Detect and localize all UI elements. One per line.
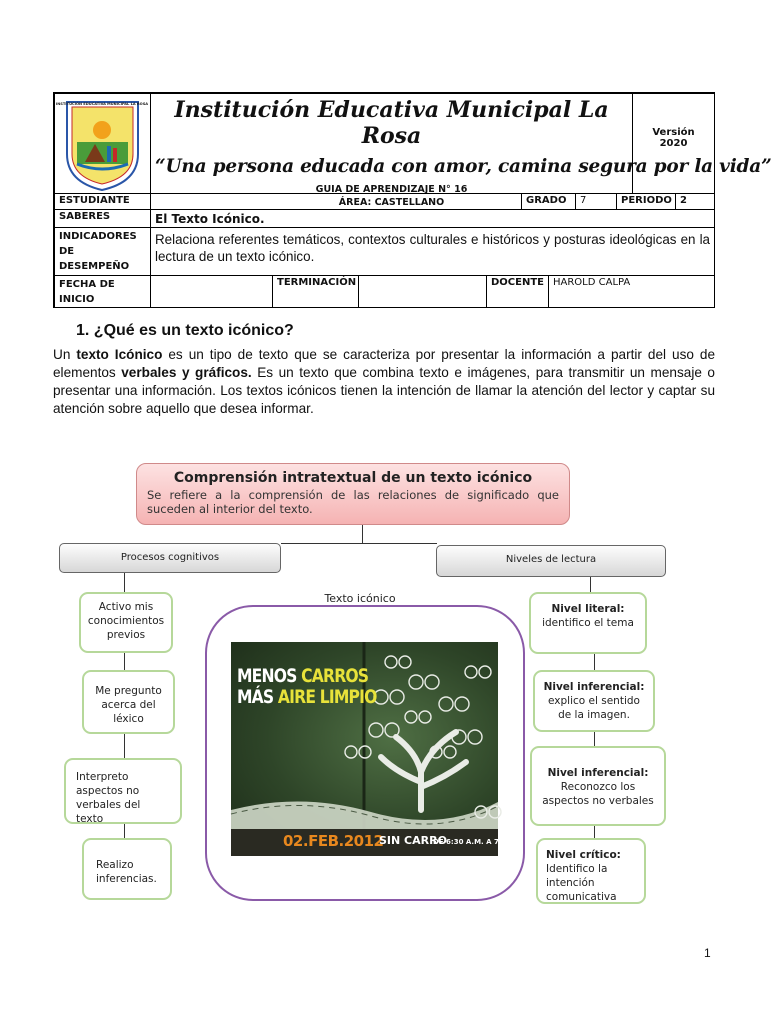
poster-line2-a: MÁS	[237, 686, 278, 708]
section-heading: 1. ¿Qué es un texto icónico?	[76, 322, 294, 339]
grado-value: 7	[575, 193, 617, 210]
fecha-inicio-label: FECHA DE INICIO	[54, 275, 151, 308]
connector-line	[362, 525, 363, 543]
right-header: Niveles de lectura	[436, 545, 666, 577]
left-header: Procesos cognitivos	[59, 543, 281, 573]
connector-line	[594, 653, 595, 671]
right-box-4	[536, 838, 646, 904]
paragraph-text: es un tipo de texto que se caracteriza por presentar la información a partir del uso de elementos	[53, 347, 716, 380]
periodo-value: 2	[675, 193, 715, 210]
left-box-3: Interpreto aspectos no verbales del texto	[64, 758, 182, 824]
poster-line2-b: AIRE LIMPIO	[277, 686, 377, 708]
texto-iconico-label: Texto icónico	[324, 592, 396, 605]
connector-line	[590, 577, 591, 592]
poster-image	[231, 642, 519, 856]
grado-label: GRADO	[521, 193, 576, 210]
paragraph-text: Es un texto que combina texto e imágenes, para transmitir un mensaje o presentar una información. Los textos icónicos tienen la intención de llamar la atención del lector y captar su atención sobre aquello que desea informar.	[53, 365, 715, 416]
right-box-text: Reconozco los aspectos no verbales	[542, 781, 654, 807]
institution-name: Institución Educativa Municipal La Rosa	[174, 97, 609, 149]
right-box-title: Nivel literal:	[551, 603, 625, 615]
diagram-title: Comprensión intratextual de un texto icónico	[173, 470, 533, 486]
connector-line	[594, 825, 595, 839]
connector-line	[124, 823, 125, 839]
right-box-title: Nivel crítico:	[546, 849, 621, 861]
left-box-4: Realizo inferencias.	[82, 838, 172, 900]
connector-line	[594, 731, 595, 747]
indicadores-value: Relaciona referentes temáticos, contextos culturales e históricos y posturas ideológicas en la lectura de un texto icónico.	[150, 227, 715, 276]
right-box-2	[533, 670, 655, 732]
paragraph-bold: texto Icónico	[76, 347, 163, 362]
diagram-title-box	[136, 463, 570, 525]
left-box-1: Activo mis conocimientos previos	[79, 592, 173, 653]
poster-line1-a: MENOS	[237, 665, 302, 687]
connector-line	[124, 651, 125, 671]
connector-line	[124, 733, 125, 759]
saberes-value: El Texto Icónico.	[150, 209, 715, 228]
saberes-label: SABERES	[54, 209, 151, 228]
right-box-1	[529, 592, 647, 654]
docente-label: DOCENTE	[486, 275, 549, 308]
version-label: Versión 2020	[632, 93, 715, 194]
right-box-title: Nivel inferencial:	[543, 681, 645, 693]
connector-line	[124, 571, 125, 593]
area-label: ÁREA: CASTELLANO	[338, 197, 445, 208]
paragraph-bold: verbales y gráficos.	[121, 365, 252, 380]
guide-number: GUIA DE APRENDIZAJE N° 16	[315, 184, 468, 195]
poster-headline	[237, 666, 377, 708]
right-box-title: Nivel inferencial:	[547, 767, 649, 779]
indicadores-label: INDICADORES DE DESEMPEÑO	[54, 227, 151, 276]
right-box-text: explico el sentido de la imagen.	[548, 695, 640, 721]
right-box-3	[530, 746, 666, 826]
poster-sin-carro: SIN CARRO	[379, 834, 447, 847]
terminacion-label: TERMINACIÓN	[272, 275, 359, 308]
docente-value: HAROLD CALPA	[548, 275, 715, 308]
poster-date: 02.FEB.2012	[283, 832, 384, 850]
periodo-label: PERIODO	[616, 193, 676, 210]
connector-line	[281, 543, 437, 544]
right-box-text: identifico el tema	[542, 617, 634, 629]
page-number: 1	[704, 946, 711, 960]
estudiante-label: ESTUDIANTE	[54, 193, 151, 210]
right-box-text: Identifico la intención comunicativa	[546, 863, 617, 903]
poster-hours: DE 6:30 A.M. A 7:30 P	[433, 838, 519, 846]
motto: “Una persona educada con amor, camina segura por la vida”	[155, 156, 772, 177]
left-box-2: Me pregunto acerca del léxico	[82, 670, 175, 734]
paragraph-text: Un	[53, 347, 77, 362]
diagram-subtitle: Se refiere a la comprensión de las relaciones de significado que suceden al interior del texto.	[147, 488, 559, 516]
logo-text: INSTITUCIÓN EDUCATIVA MUNICIPAL LA ROSA	[55, 102, 149, 106]
poster-line1-b: CARROS	[301, 665, 369, 687]
